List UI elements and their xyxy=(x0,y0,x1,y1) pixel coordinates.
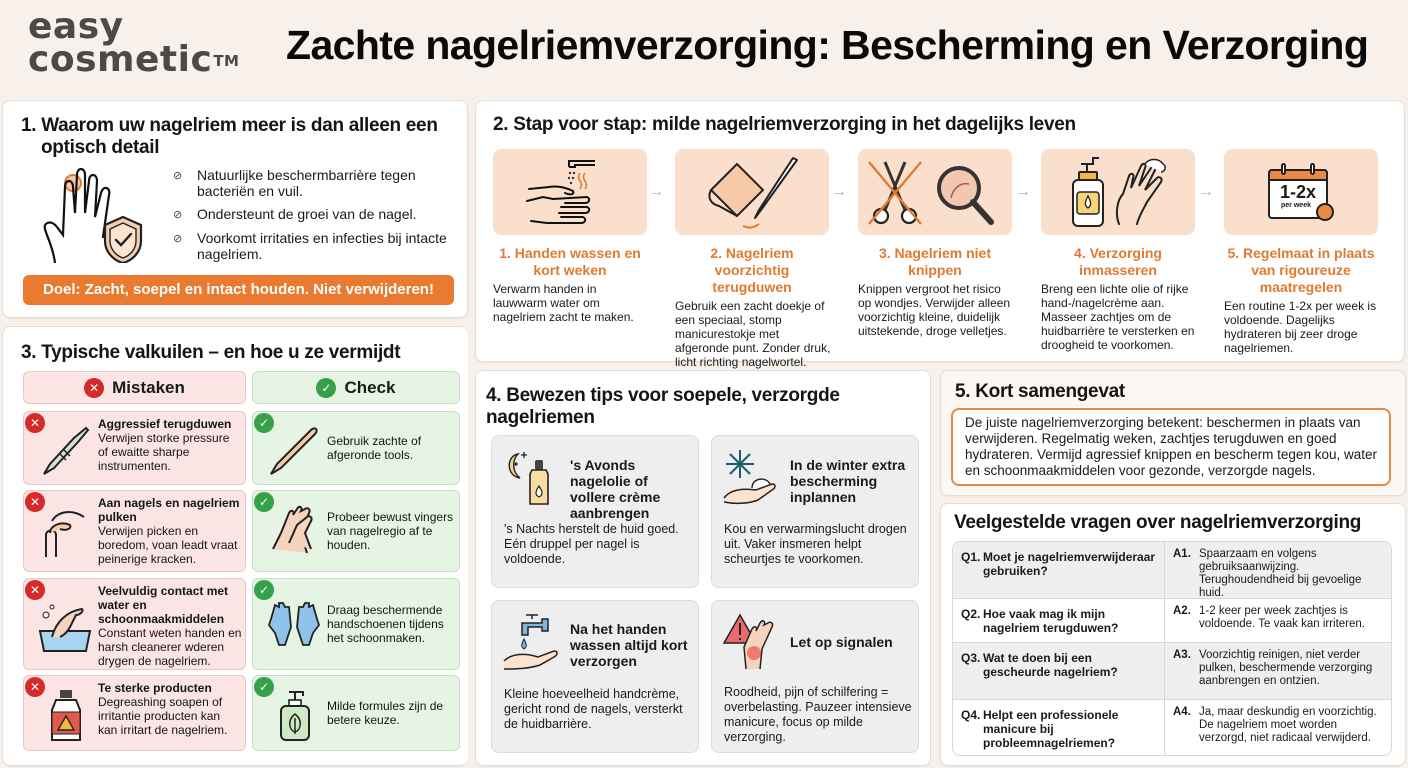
tip-card xyxy=(491,600,699,753)
check-description: Gebruik zachte of afgeronde tools. xyxy=(327,434,422,462)
section-pitfalls xyxy=(2,326,468,766)
metal-pusher-icon xyxy=(38,424,92,478)
calendar-unit: per week xyxy=(1281,202,1311,209)
step-3-description: Knippen vergroot het risico op wondjes. Verwijder alleen voorzichtig kleine, duidelijk uitstekende, droge velletjes. xyxy=(858,282,1011,338)
mistake-card xyxy=(23,490,246,572)
check-circle-icon: ✓ xyxy=(254,580,274,600)
benefits-list xyxy=(173,167,463,269)
mistake-title: Aggressief terugduwen xyxy=(98,417,232,431)
goal-banner: Doel: Zacht, soepel en intact houden. Niet verwijderen! xyxy=(23,275,454,305)
mild-soap-pump-icon xyxy=(275,688,315,742)
tip-description: Roodheid, pijn of schilfering = overbelasting. Pauzeer intensieve manicure, focus op milde verzorging. xyxy=(724,685,912,744)
harsh-product-bottle-icon xyxy=(46,688,86,742)
mistake-title: Veelvuldig contact met water en schoonmaakmiddelen xyxy=(98,584,229,626)
clock-icon xyxy=(1316,203,1334,221)
x-circle-icon: ✕ xyxy=(25,580,45,600)
brand-logo xyxy=(28,6,240,80)
faq-row xyxy=(953,599,1391,643)
faq-question: Q2. Hoe vaak mag ik mijn nagelriem terugduwen? xyxy=(953,599,1165,642)
mistake-title: Aan nagels en nagelriem pulken xyxy=(98,496,240,524)
mistake-description: Verwijen picken en boredom, voan leadt vraat peinerige kracken. xyxy=(98,524,238,566)
benefit-item: ⊘ Natuurlijke beschermbarrière tegen bacteriën en vuil. xyxy=(173,167,416,199)
snowflake-cream-icon xyxy=(722,448,782,508)
faq-table xyxy=(952,541,1392,756)
step-card-1 xyxy=(493,149,653,324)
x-circle-icon: ✕ xyxy=(25,677,45,697)
pitfall-row xyxy=(23,578,460,670)
step-1-description: Verwarm handen in lauwwarm water om nagelriem zacht te maken. xyxy=(493,282,634,324)
step-3-title: 3. Nagelriem niet knippen xyxy=(878,245,992,278)
faq-answer: A4. Ja, maar deskundig en voorzichtig. De nagelriem moet worden verzorgd, niet radicaal verwijderd. xyxy=(1173,706,1377,744)
mistake-card xyxy=(23,578,246,670)
step-card-5 xyxy=(1224,149,1384,355)
x-circle-icon: ✕ xyxy=(84,378,104,398)
step-card-2 xyxy=(675,149,835,369)
tip-title: Let op signalen xyxy=(790,634,893,650)
logo-line-2: cosmetic xyxy=(28,39,213,80)
benefit-item: ⊘ Voorkomt irritaties en infecties bij intacte nagelriem. xyxy=(173,230,447,262)
trademark-mark: TM xyxy=(213,52,240,70)
check-circle-icon: ⊘ xyxy=(173,170,183,182)
warning-hand-icon xyxy=(722,613,782,673)
step-card-4 xyxy=(1041,149,1201,352)
faq-question: Q3. Wat te doen bij een gescheurde nagelriem? xyxy=(953,643,1165,699)
section-5-title: 5. Kort samengevat xyxy=(955,381,1125,402)
faq-row xyxy=(953,700,1391,756)
arrow-right-icon: → xyxy=(1198,183,1214,200)
section-proven-tips xyxy=(475,370,931,766)
faq-row xyxy=(953,643,1391,700)
step-5-description: Een routine 1-2x per week is voldoende. Dagelijks hydrateren bij zeer droge nagelriemen. xyxy=(1224,299,1377,355)
check-circle-icon: ✓ xyxy=(254,677,274,697)
arrow-right-icon: → xyxy=(648,183,664,200)
tip-title: 's Avonds nagelolie of vollere crème aanbrengen xyxy=(570,457,661,521)
picking-finger-icon xyxy=(38,503,92,557)
calendar-icon xyxy=(1224,149,1378,235)
step-2-description: Gebruik een zacht doekje of een speciaal, stomp manicurestokje met afgeronde punt. Zonder druk, licht richting nagelwortel. xyxy=(675,299,831,369)
section-3-title: 3. Typische valkuilen – en hoe u ze vermijdt xyxy=(21,342,401,363)
section-summary xyxy=(940,370,1406,496)
faq-question: Q4. Helpt een professionele manicure bij probleemnagelriemen? xyxy=(953,700,1165,756)
section-step-by-step xyxy=(475,100,1405,369)
faq-row xyxy=(953,542,1391,599)
hand-shield-icon xyxy=(43,167,143,263)
logo-line-1: easy xyxy=(28,6,124,47)
tip-description: Kou en verwarmingslucht drogen uit. Vaker insmeren helpt scheurtjes te voorkomen. xyxy=(724,522,907,566)
x-circle-icon: ✕ xyxy=(25,492,45,512)
header xyxy=(0,0,1408,98)
check-description: Probeer bewust vingers van nagelregio af te houden. xyxy=(327,510,454,552)
pitfall-row xyxy=(23,411,460,485)
tip-card xyxy=(491,435,699,588)
mistake-card xyxy=(23,675,246,751)
mistake-description: Degreashing soapen of irritantie producten kan kan irritart de nagelriem. xyxy=(98,695,228,737)
faucet-hand-icon xyxy=(502,613,562,673)
arrow-right-icon: → xyxy=(1015,183,1031,200)
check-circle-icon: ✓ xyxy=(254,492,274,512)
tip-title: Na het handen wassen altijd kort verzorgen xyxy=(570,621,688,669)
section-why-cuticle xyxy=(2,100,468,318)
step-card-3 xyxy=(858,149,1018,338)
page-title: Zachte nagelriemverzorging: Bescherming en Verzorging xyxy=(286,22,1369,68)
check-circle-icon: ✓ xyxy=(316,378,336,398)
night-oil-icon xyxy=(502,448,562,508)
check-card xyxy=(252,675,460,751)
benefit-item: ⊘ Ondersteunt de groei van de nagel. xyxy=(173,206,417,222)
check-circle-icon: ✓ xyxy=(254,413,274,433)
check-circle-icon: ⊘ xyxy=(173,233,183,245)
section-2-title: 2. Stap voor stap: milde nagelriemverzorging in het dagelijks leven xyxy=(493,114,1076,135)
check-description: Draag beschermende handschoenen tijdens het schoonmaken. xyxy=(327,603,444,645)
check-card xyxy=(252,490,460,572)
hand-washing-icon xyxy=(493,149,647,235)
mistake-title: Te sterke producten xyxy=(98,681,212,695)
check-column-header: ✓ Check xyxy=(252,371,460,404)
check-description: Milde formules zijn de betere keuze. xyxy=(327,699,444,727)
step-5-title: 5. Regelmaat in plaats van rigoureuze maatregelen xyxy=(1227,245,1375,295)
check-card xyxy=(252,411,460,485)
tip-card xyxy=(711,435,919,588)
section-1-title xyxy=(21,115,441,159)
summary-text: De juiste nagelriemverzorging betekent: beschermen in plaats van verwijderen. Regelmatig weken, zachtjes terugduwen en goed hydrateren. Vermijd agressief knippen en bescherm tegen kou, water en schoonmaakmiddelen voor gezonde, verzorgde nagels. xyxy=(951,408,1391,486)
tip-description: Kleine hoeveelheid handcrème, gericht rond de nagels, versterkt de huidbarrière. xyxy=(504,687,683,731)
mistake-description: Constant weten handen en harsh cleanerer wderen drygen de nagelriem. xyxy=(98,626,242,668)
gloves-icon xyxy=(267,599,321,653)
no-scissors-icon xyxy=(858,149,1012,235)
section-1-title-line-2: optisch detail xyxy=(41,137,160,158)
mistake-card xyxy=(23,411,246,485)
pitfall-row xyxy=(23,675,460,751)
pitfall-row xyxy=(23,490,460,572)
arrow-right-icon: → xyxy=(831,183,847,200)
x-circle-icon: ✕ xyxy=(25,413,45,433)
section-faq xyxy=(940,503,1406,766)
wooden-stick-icon xyxy=(267,424,321,478)
water-basin-icon xyxy=(38,601,92,655)
check-card xyxy=(252,578,460,670)
check-circle-icon: ⊘ xyxy=(173,209,183,221)
section-1-title-line-1: 1. Waarom uw nagelriem meer is dan alleen een xyxy=(21,115,438,136)
faq-answer: A2. 1-2 keer per week zachtjes is voldoende. Te vaak kan irriteren. xyxy=(1173,605,1365,630)
tip-description: 's Nachts herstelt de huid goed. Eén druppel per nagel is voldoende. xyxy=(504,522,679,566)
mistakes-column-header: ✕ Mistaken xyxy=(23,371,246,404)
section-4-title: 4. Bewezen tips voor soepele, verzorgde nagelriemen xyxy=(486,385,840,428)
step-1-title: 1. Handen wassen en kort weken xyxy=(499,245,641,278)
faq-question: Q1. Moet je nagelriemverwijderaar gebruiken? xyxy=(953,542,1165,598)
tip-title: In de winter extra bescherming inplannen xyxy=(790,457,906,505)
step-2-title: 2. Nagelriem voorzichtig terugduwen xyxy=(710,245,794,295)
cloth-and-stick-icon xyxy=(675,149,829,235)
step-4-title: 4. Verzorging inmasseren xyxy=(1074,245,1162,278)
lotion-bottle-icon xyxy=(1041,149,1195,235)
tip-card xyxy=(711,600,919,753)
hands-icon xyxy=(267,503,321,557)
step-4-description: Breng een lichte olie of rijke hand-/nagelcrème aan. Masseer zachtjes om de huidbarrière te versterken en droogheid te voorkomen. xyxy=(1041,282,1195,352)
faq-answer: A1. Spaarzaam en volgens gebruiksaanwijzing. Terughoudendheid bij gevoelige huid. xyxy=(1173,548,1362,599)
mistake-description: Verwijen storke pressure of ewaitte sharpe instrumenten. xyxy=(98,431,230,473)
faq-answer: A3. Voorzichtig reinigen, niet verder pulken, beschermende verzorging aanbrengen en ontzien. xyxy=(1173,649,1373,687)
faq-title: Veelgestelde vragen over nagelriemverzorging xyxy=(954,512,1362,533)
calendar-frequency: 1-2x xyxy=(1279,182,1317,202)
